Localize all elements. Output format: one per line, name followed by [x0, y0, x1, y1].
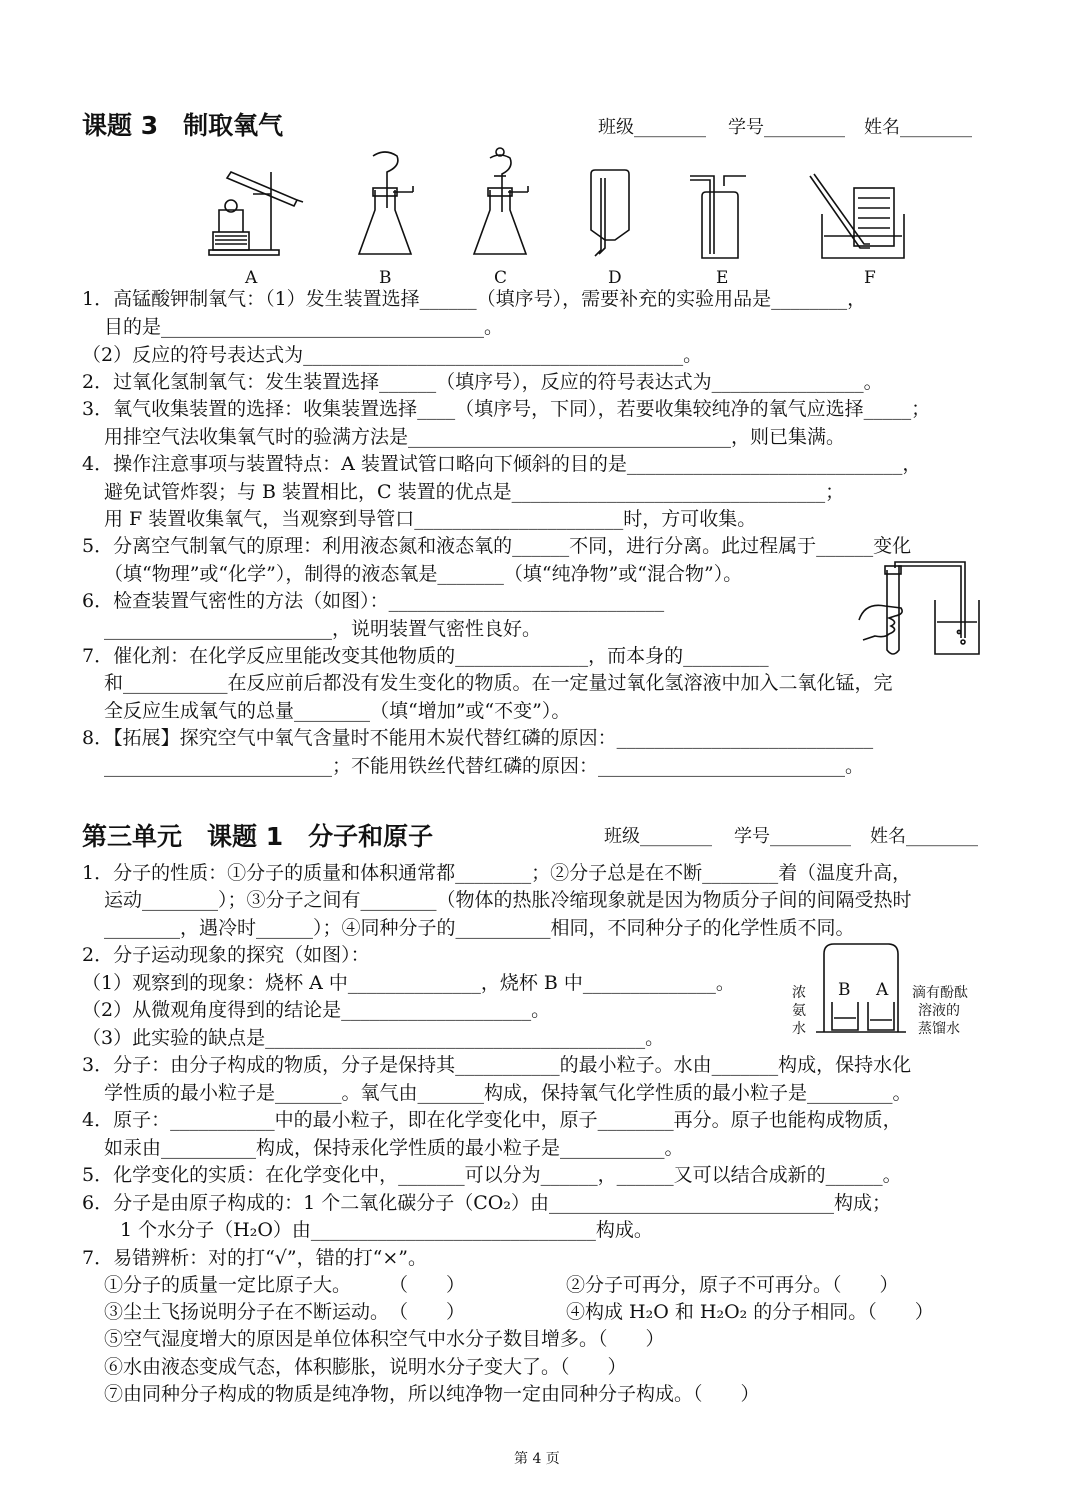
apparatus-label: A — [245, 268, 258, 288]
student-id-field[interactable]: 学号_________ — [734, 826, 851, 847]
question-line: 3．分子：由分子构成的物质，分子是保持其___________的最小粒子。水由_______构成，保持水化 — [82, 1054, 912, 1076]
judgment-item[interactable]: ⑤空气湿度增大的原因是单位体积空气中水分子数目增多。（ ） — [104, 1328, 665, 1350]
question-line: 6．检查装置气密性的方法（如图）：_____________________________ — [82, 590, 665, 612]
question-line: ________________________，说明装置气密性良好。 — [104, 618, 542, 640]
ammonia-label: 水 — [792, 1021, 806, 1037]
question-line: 1．高锰酸钾制氧气：（1）发生装置选择______（填序号），需要补充的实验用品是________， — [82, 288, 867, 310]
question-line: 4．操作注意事项与装置特点：A 装置试管口略向下倾斜的目的是_____________________________， — [82, 453, 922, 475]
question-line: ________________________；不能用铁丝代替红磷的原因：__________________________。 — [104, 755, 865, 777]
question-line: （2）从微观角度得到的结论是____________________。 — [82, 999, 551, 1021]
class-field[interactable]: 班级________ — [604, 826, 712, 847]
question-line: 2．过氧化氢制氧气：发生装置选择______（填序号），反应的符号表达式为________________。 — [82, 371, 883, 393]
phenolphthalein-label: 滴有酚酞 — [912, 985, 968, 1001]
question-line: 4．原子：___________中的最小粒子，即在化学变化中，原子________再分。原子也能构成物质， — [82, 1109, 902, 1131]
class-field[interactable]: 班级________ — [598, 117, 706, 138]
judgment-item[interactable]: ④构成 H₂O 和 H₂O₂ 的分子相同。（ ） — [566, 1301, 934, 1323]
apparatus-a-heating-tube — [205, 162, 305, 262]
question-line: 用 F 装置收集氧气，当观察到导管口______________________时，方可收集。 — [104, 508, 757, 530]
question-line: （填“物理”或“化学”），制得的液态氧是_______（填“纯净物”或“混合物”）。 — [104, 563, 743, 585]
question-line: 6．分子是由原子构成的：1 个二氧化碳分子（CO₂）由______________________________构成； — [82, 1192, 891, 1214]
question-line: 运动________）；③分子之间有________（物体的热胀冷缩现象就是因为物质分子间的间隔受热时 — [104, 889, 912, 911]
question-line: 和___________在反应前后都没有发生变化的物质。在一定量过氧化氢溶液中加入二氧化锰，完 — [104, 672, 893, 694]
question-line: 8．【拓展】探究空气中氧气含量时不能用木炭代替红磷的原因：___________________________ — [82, 727, 874, 749]
molecule-motion-figure — [812, 940, 912, 1040]
apparatus-d-bottle-inverted — [585, 168, 635, 260]
question-line: 7．易错辨析：对的打“√”，错的打“×”。 — [82, 1247, 427, 1269]
page-number: 第 4 页 — [514, 1451, 560, 1467]
apparatus-label: C — [494, 268, 508, 288]
name-field[interactable]: 姓名________ — [870, 826, 978, 847]
beaker-a-label: A — [876, 980, 889, 1000]
question-line: 3．氧气收集装置的选择：收集装置选择____（填序号，下同），若要收集较纯净的氧气应选择_____； — [82, 398, 931, 420]
beaker-b-label: B — [838, 980, 851, 1000]
apparatus-f-water-trough — [808, 172, 908, 262]
question-line: 学性质的最小粒子是_______。氧气由_______构成，保持氧气化学性质的最小粒子是_________。 — [104, 1082, 912, 1104]
apparatus-b-flask-funnel — [355, 150, 415, 262]
question-line: 避免试管炸裂；与 B 装置相比，C 装置的优点是_________________________________； — [104, 481, 845, 503]
phenolphthalein-label: 溶液的 — [918, 1003, 960, 1019]
name-field[interactable]: 姓名________ — [864, 117, 972, 138]
judgment-item[interactable]: ②分子可再分，原子不可再分。（ ） — [566, 1274, 899, 1296]
apparatus-label: D — [608, 268, 622, 288]
question-line: 7．催化剂：在化学反应里能改变其他物质的______________，而本身的_________ — [82, 645, 769, 667]
section2-title: 第三单元 课题 1 分子和原子 — [82, 822, 434, 851]
question-line: 用排空气法收集氧气时的验满方法是__________________________________，则已集满。 — [104, 426, 846, 448]
question-line: 5．化学变化的实质：在化学变化中，_______可以分为______，______又可以结合成新的______。 — [82, 1164, 902, 1186]
student-id-field[interactable]: 学号_________ — [728, 117, 845, 138]
question-line: ________，遇冷时______）；④同种分子的__________相同，不同种分子的化学性质不同。 — [104, 917, 855, 939]
judgment-item[interactable]: ③尘土飞扬说明分子在不断运动。 （ ） — [104, 1301, 466, 1323]
question-line: 5．分离空气制氧气的原理：利用液态氮和液态氧的______不同，进行分离。此过程属于______变化 — [82, 535, 912, 557]
question-line: 目的是__________________________________。 — [104, 316, 504, 338]
airtightness-check-figure — [855, 560, 985, 660]
question-line: （2）反应的符号表达式为________________________________________。 — [82, 344, 703, 366]
phenolphthalein-label: 蒸馏水 — [918, 1021, 960, 1037]
judgment-item[interactable]: ①分子的质量一定比原子大。 （ ） — [104, 1274, 466, 1296]
question-line: 1．分子的性质：①分子的质量和体积通常都________；②分子总是在不断________着（温度升高， — [82, 862, 912, 884]
apparatus-label: E — [716, 268, 729, 288]
ammonia-label: 氨 — [792, 1003, 806, 1019]
question-line: 1 个水分子（H₂O）由______________________________构成。 — [120, 1219, 653, 1241]
question-line: （3）此实验的缺点是________________________________________。 — [82, 1027, 665, 1049]
ammonia-label: 浓 — [792, 985, 806, 1001]
question-line: （1）观察到的现象：烧杯 A 中______________，烧杯 B 中______________。 — [82, 972, 735, 994]
apparatus-label: B — [379, 268, 392, 288]
apparatus-e-bottle-long-tube — [688, 170, 748, 262]
section1-title: 课题 3 制取氧气 — [82, 111, 284, 140]
judgment-item[interactable]: ⑦由同种分子构成的物质是纯净物，所以纯净物一定由同种分子构成。（ ） — [104, 1383, 760, 1405]
apparatus-c-flask-separatory-funnel — [470, 146, 530, 262]
question-line: 如汞由__________构成，保持汞化学性质的最小粒子是___________。 — [104, 1137, 684, 1159]
judgment-item[interactable]: ⑥水由液态变成气态，体积膨胀，说明水分子变大了。（ ） — [104, 1356, 627, 1378]
question-line: 2．分子运动现象的探究（如图）： — [82, 944, 370, 966]
apparatus-label: F — [864, 268, 876, 288]
question-line: 全反应生成氧气的总量________（填“增加”或“不变”）。 — [104, 700, 571, 722]
